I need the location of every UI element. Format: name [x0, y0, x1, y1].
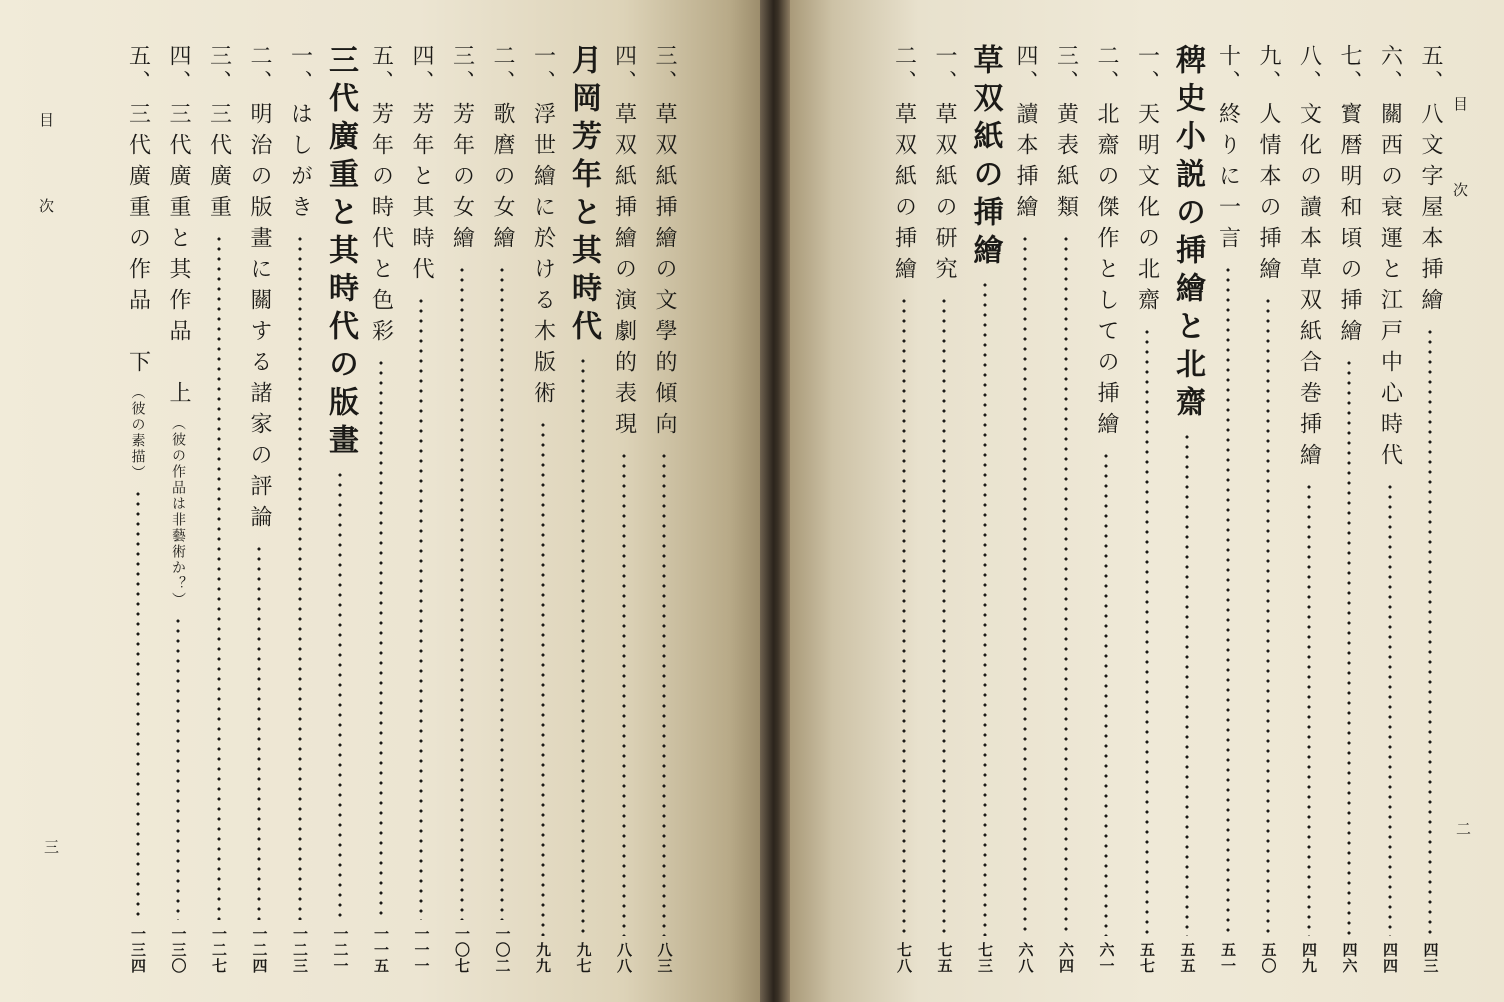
toc-entry: [1289, 44, 1329, 974]
toc-entry-title: 文化の讀本草双紙合巻挿繪: [1296, 102, 1322, 474]
toc-entry-subtitle: （彼の作品は非藝術か？）: [170, 416, 186, 608]
toc-entry-number: 八、: [1296, 44, 1322, 96]
toc-page-number: 八八: [615, 942, 633, 974]
dot-leader: [460, 265, 464, 920]
toc-entry-title: 草双紙の挿繪: [967, 44, 1003, 272]
page-number: 二: [1456, 820, 1472, 838]
toc-entry-number: 一、: [932, 44, 957, 96]
toc-page-number: 一二三: [291, 926, 309, 974]
toc-entry: [1127, 44, 1167, 974]
dot-leader: [541, 420, 545, 936]
dot-leader: [942, 296, 946, 936]
toc-entry: [442, 44, 482, 974]
toc-entry-title: 八文字屋本挿繪: [1418, 102, 1443, 319]
running-head: 目 次: [37, 112, 55, 241]
toc-entry: [1208, 44, 1248, 974]
toc-page-number: 六四: [1057, 942, 1075, 974]
dot-leader: [338, 470, 342, 920]
toc-page-number: 六一: [1097, 942, 1116, 974]
toc-entry-title: はしがき: [287, 102, 313, 226]
toc-page-number: 六八: [1016, 942, 1035, 974]
toc-entry-number: 五、: [125, 44, 151, 96]
toc-entry-title: 讀本挿繪: [1013, 102, 1038, 226]
toc-page-number: 九七: [574, 942, 593, 974]
toc-entry-title: 三代廣重の作品 下: [125, 102, 151, 381]
toc-page-number: 一二七: [210, 926, 228, 974]
toc-entry-title: 三代廣重: [206, 102, 232, 226]
toc-entry-number: 四、: [166, 44, 191, 96]
toc-entry-number: 六、: [1377, 44, 1403, 96]
toc-entry: [1005, 44, 1045, 974]
toc-entry-number: 三、: [206, 44, 232, 96]
dot-leader: [662, 451, 666, 936]
toc-page-number: 一一一: [412, 926, 431, 974]
toc-entry-number: 三、: [1053, 44, 1079, 96]
toc-entry-title: 芳年の時代と色彩: [368, 102, 394, 350]
toc-section-heading: [320, 44, 360, 974]
dot-leader: [622, 451, 626, 936]
toc-entry-title: 稗史小説の挿繪と北齋: [1170, 44, 1205, 424]
dot-leader: [1064, 234, 1068, 936]
dot-leader: [136, 489, 140, 920]
dot-leader: [1388, 482, 1392, 936]
dot-leader: [257, 544, 261, 920]
dot-leader: [581, 356, 585, 936]
toc-page-number: 九九: [534, 942, 552, 974]
dot-leader: [1266, 296, 1270, 936]
dot-leader: [1145, 327, 1149, 936]
toc-page-number: 一一五: [372, 926, 390, 974]
toc-entry-title: 草双紙挿繪の演劇的表現: [611, 102, 637, 443]
toc-entry: [239, 44, 279, 974]
toc-page-number: 一三〇: [169, 926, 188, 974]
toc-entry-number: 五、: [368, 44, 394, 96]
dot-leader: [298, 234, 302, 920]
toc-page-number: 四六: [1340, 942, 1359, 974]
toc-entry-number: 四、: [409, 44, 434, 96]
toc-entry-number: 一、: [1134, 44, 1160, 96]
toc-page-number: 五一: [1219, 942, 1237, 974]
right-page: [790, 0, 1504, 1002]
toc-page-number: 五七: [1138, 942, 1156, 974]
toc-entry: [1329, 44, 1369, 974]
dot-leader: [1347, 358, 1351, 936]
toc-entry-title: 寳暦明和頃の挿繪: [1337, 102, 1362, 350]
toc-entry-number: 二、: [891, 44, 917, 96]
dot-leader: [1226, 265, 1230, 936]
toc-entry: [280, 44, 320, 974]
dot-leader: [1104, 451, 1108, 936]
toc-entry: [158, 44, 198, 974]
toc-entry-subtitle: （彼の素描）: [129, 385, 146, 481]
toc-page-number: 七八: [895, 942, 913, 974]
toc-entry-number: 九、: [1256, 44, 1281, 96]
toc-entry-number: 五、: [1418, 44, 1443, 96]
toc-entry-title: 芳年と其時代: [409, 102, 434, 288]
toc-entry: [361, 44, 401, 974]
toc-entry: [1410, 44, 1450, 974]
toc-entry-number: 四、: [1013, 44, 1038, 96]
toc-page-number: 七五: [935, 942, 954, 974]
toc-entry: [118, 44, 158, 974]
book-gutter: [760, 0, 790, 1002]
toc-page-number: 四九: [1300, 942, 1318, 974]
toc-page-number: 一〇二: [493, 926, 512, 974]
toc-entry: [401, 44, 441, 974]
toc-entry-title: 三代廣重と其作品 上: [166, 102, 191, 412]
toc-entry: [924, 44, 964, 974]
toc-entry-title: 人情本の挿繪: [1256, 102, 1281, 288]
toc-entry-title: 月岡芳年と其時代: [566, 44, 601, 348]
dot-leader: [1185, 432, 1189, 936]
toc-page-number: 一三四: [129, 926, 147, 974]
toc-entry-number: 二、: [247, 44, 272, 96]
toc-page-number: 一二四: [250, 926, 269, 974]
toc-entry: [604, 44, 644, 974]
toc-entry-number: 四、: [611, 44, 637, 96]
dot-leader: [1023, 234, 1027, 936]
dot-leader: [419, 296, 423, 920]
toc-entry-title: 草双紙挿繪の文學的傾向: [652, 102, 677, 443]
toc-entry: [1046, 44, 1086, 974]
page-number: 三: [44, 838, 60, 856]
toc-page-number: 四四: [1381, 942, 1399, 974]
toc-entry: [644, 44, 684, 974]
toc-entry-title: 三代廣重と其時代の版畫: [323, 44, 358, 462]
toc-entry: [1086, 44, 1126, 974]
toc-entry-number: 三、: [449, 44, 475, 96]
toc-entry-title: 浮世繪に於ける木版術: [530, 102, 556, 412]
toc-section-heading: [1167, 44, 1207, 974]
toc-entry-number: 三、: [652, 44, 677, 96]
toc-page-number: 五五: [1178, 942, 1197, 974]
toc-page-number: 一〇七: [453, 926, 471, 974]
toc-entry-title: 草双紙の挿繪: [891, 102, 917, 288]
dot-leader: [1307, 482, 1311, 936]
toc-entry: [884, 44, 924, 974]
toc-entry-title: 北齋の傑作としての挿繪: [1094, 102, 1119, 443]
dot-leader: [1428, 327, 1432, 936]
dot-leader: [176, 616, 180, 920]
toc-entry-number: 七、: [1337, 44, 1362, 96]
toc-page-number: 七三: [976, 942, 994, 974]
toc-entry-title: 明治の版畫に關する諸家の評論: [247, 102, 272, 536]
toc-page-number: 八三: [655, 942, 674, 974]
toc-entry-title: 芳年の女繪: [449, 102, 475, 257]
toc-page-number: 一二一: [331, 926, 350, 974]
toc-page-number: 四三: [1421, 942, 1440, 974]
dot-leader: [902, 296, 906, 936]
toc-entry: [1370, 44, 1410, 974]
dot-leader: [379, 358, 383, 920]
dot-leader: [983, 280, 987, 936]
toc-entry-number: 一、: [287, 44, 313, 96]
toc-entry-title: 黄表紙類: [1053, 102, 1079, 226]
toc-entry: [1248, 44, 1288, 974]
toc-entry-title: 草双紙の研究: [932, 102, 957, 288]
toc-section-heading: [965, 44, 1005, 974]
toc-entry-title: 終りに一言: [1215, 102, 1241, 257]
toc-entry: [523, 44, 563, 974]
toc-entry-number: 一、: [530, 44, 556, 96]
toc-entry-title: 關西の衰運と江戸中心時代: [1377, 102, 1403, 474]
running-head: 目 次: [1451, 96, 1469, 225]
toc-entry-number: 十、: [1215, 44, 1241, 96]
toc-entry-number: 二、: [1094, 44, 1119, 96]
toc-entry-number: 二、: [490, 44, 515, 96]
toc-entry: [199, 44, 239, 974]
dot-leader: [500, 265, 504, 920]
toc-entry: [482, 44, 522, 974]
toc-page-number: 五〇: [1259, 942, 1278, 974]
toc-entry-title: 歌麿の女繪: [490, 102, 515, 257]
toc-entry-title: 天明文化の北齋: [1134, 102, 1160, 319]
toc-section-heading: [563, 44, 603, 974]
dot-leader: [217, 234, 221, 920]
